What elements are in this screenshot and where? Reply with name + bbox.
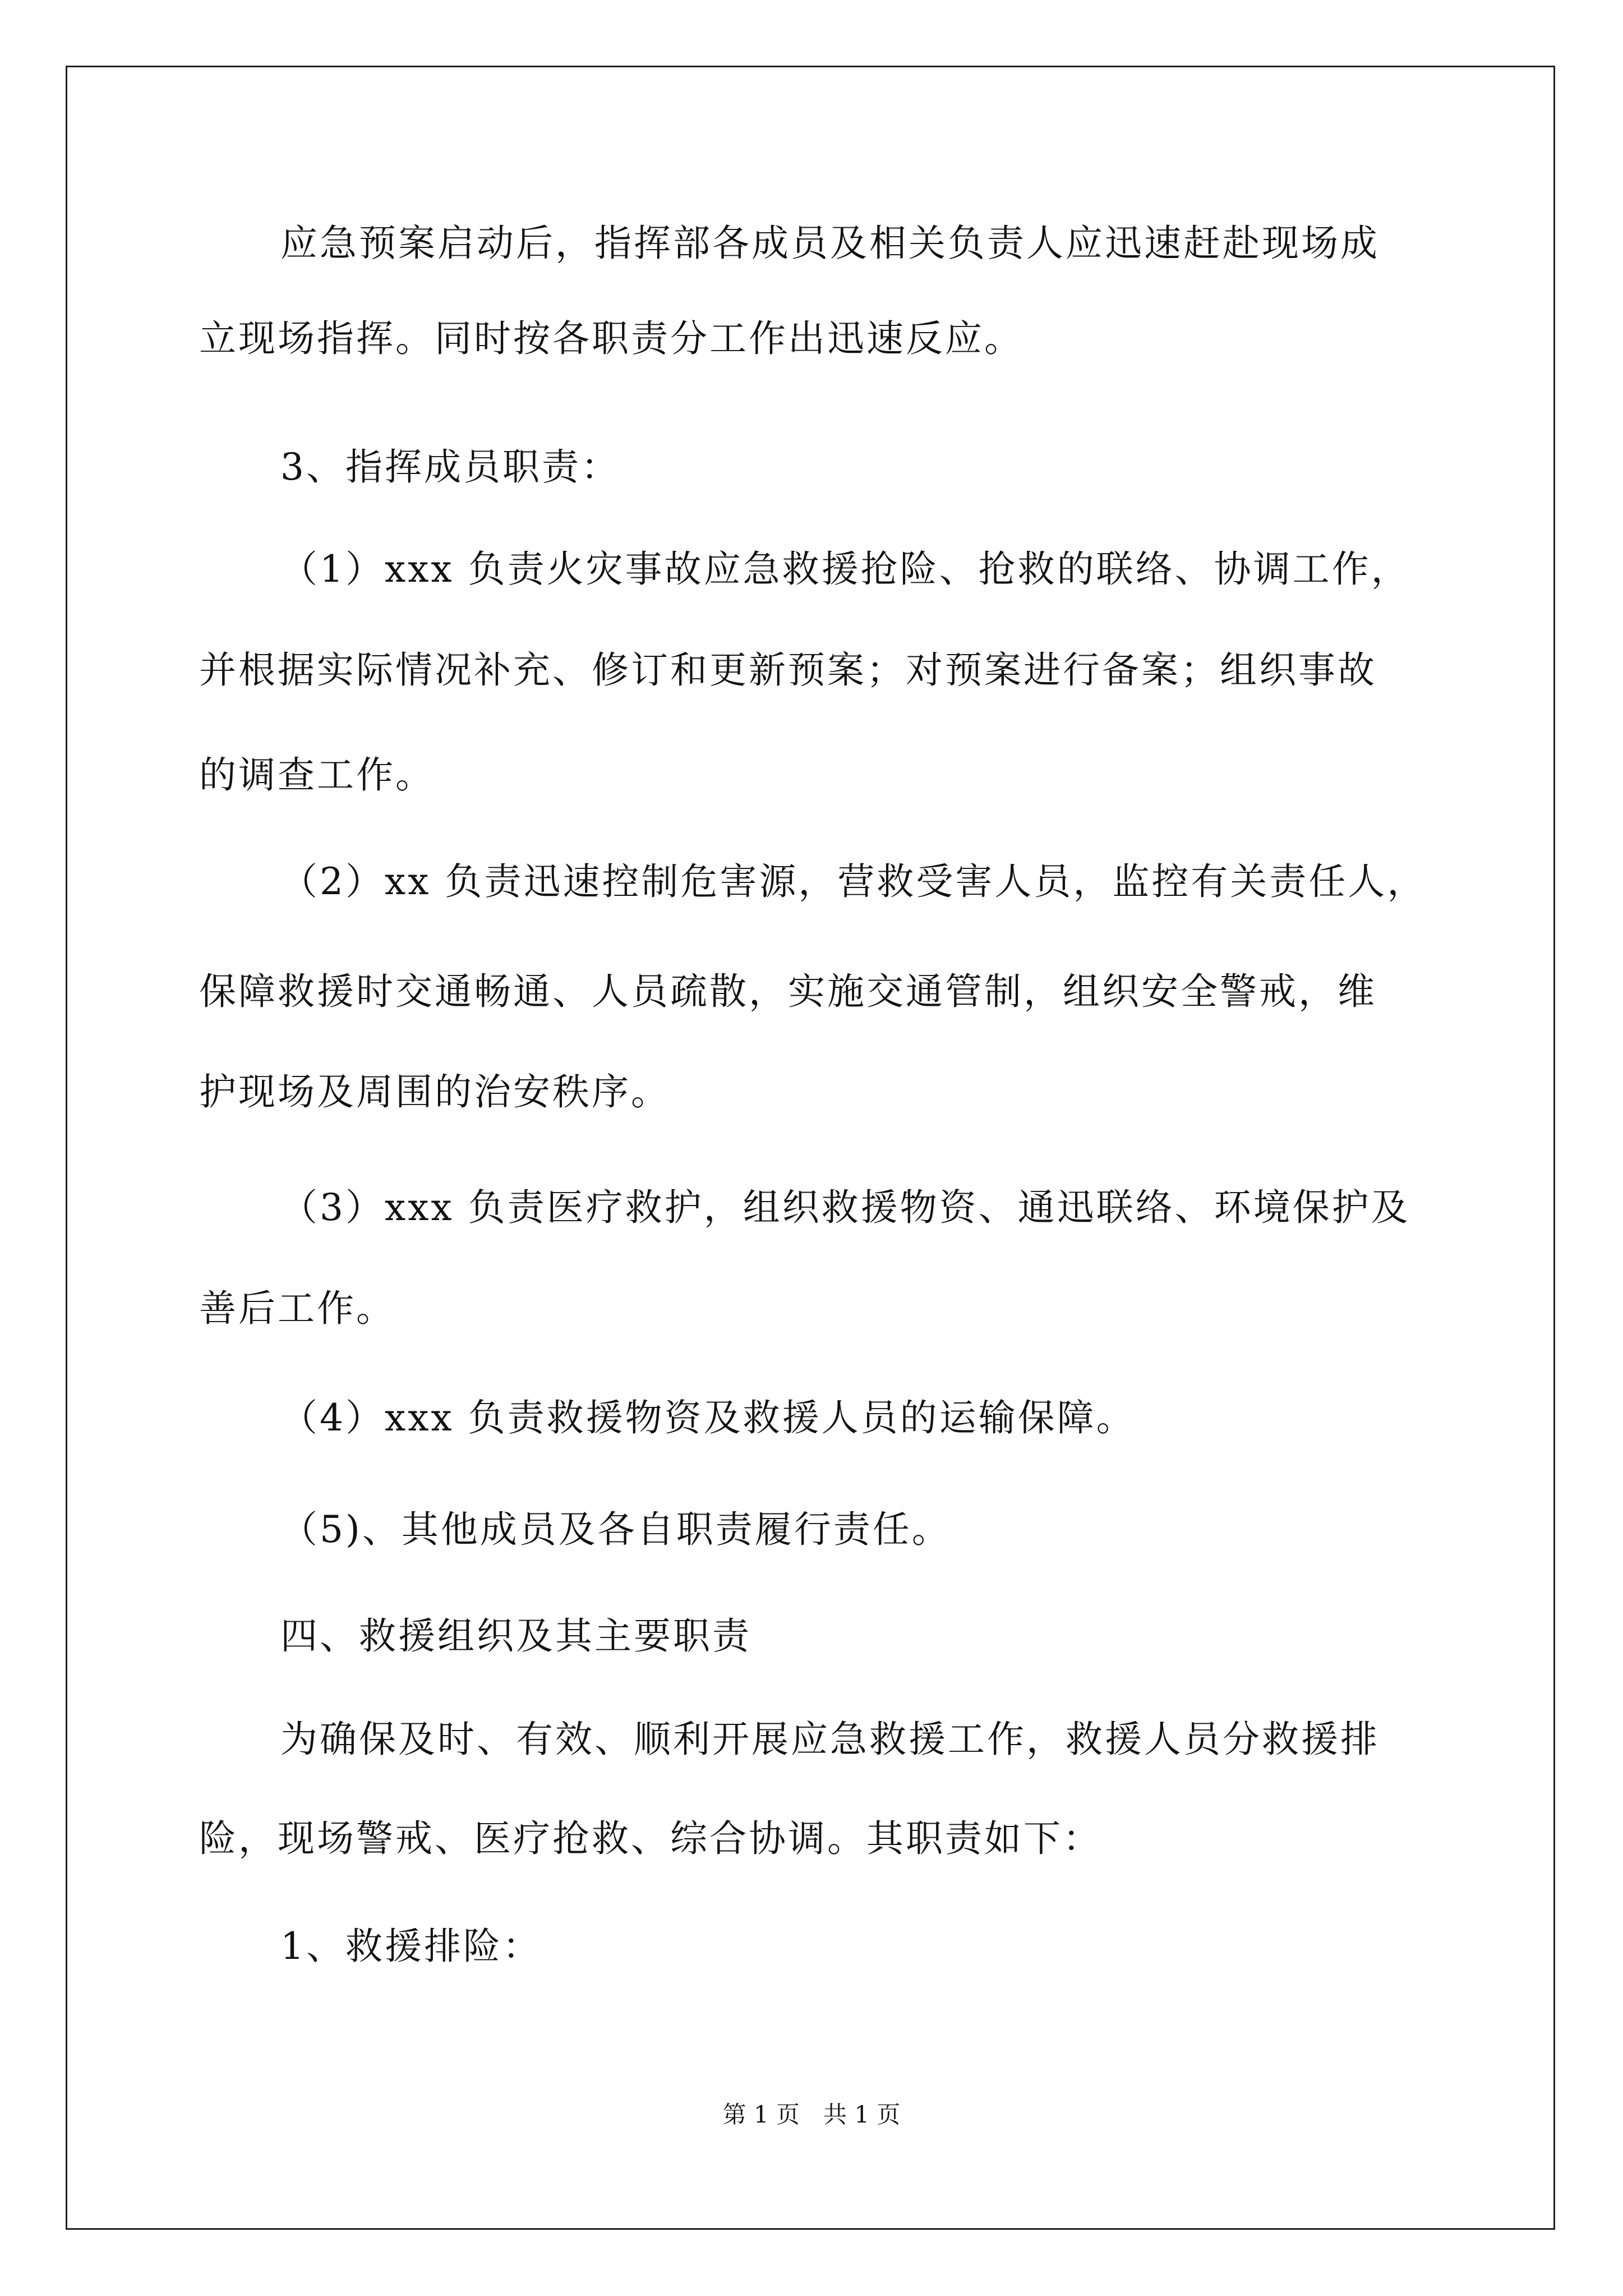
page-number-footer: 第 1 页 共 1 页 [722,2101,901,2128]
paragraph-line: 1、救援排险： [280,1925,542,1968]
paragraph-line: 并根据实际情况补充、修订和更新预案；对预案进行备案；组织事故 [199,648,1377,692]
paragraph-line: （3）xxx 负责医疗救护，组织救援物资、通迅联络、环境保护及 [280,1186,1410,1229]
paragraph-line: （5)、其他成员及各自职责履行责任。 [280,1508,951,1551]
paragraph-line: 应急预案启动后，指挥部各成员及相关负责人应迅速赶赴现场成 [280,222,1380,265]
paragraph-line: （2）xx 负责迅速控制危害源，营救受害人员，监控有关责任人， [280,860,1427,903]
paragraph-line: 善后工作。 [199,1287,395,1330]
paragraph-line: 险，现场警戒、医疗抢救、综合协调。其职责如下： [199,1817,1102,1860]
page-border [66,66,1555,2230]
paragraph-line: 保障救援时交通畅通、人员疏散，实施交通管制，组织安全警戒，维 [199,970,1377,1013]
paragraph-line: 护现场及周围的治安秩序。 [199,1070,670,1114]
section-heading: 四、救援组织及其主要职责 [280,1614,751,1658]
paragraph-line: 立现场指挥。同时按各职责分工作出迅速反应。 [199,317,1023,360]
paragraph-line: 为确保及时、有效、顺利开展应急救援工作，救援人员分救援排 [280,1718,1380,1761]
paragraph-line: （4）xxx 负责救援物资及救援人员的运输保障。 [280,1396,1136,1439]
paragraph-line: （1）xxx 负责火灾事故应急救援抢险、抢救的联络、协调工作， [280,547,1410,591]
paragraph-line: 3、指挥成员职责： [280,445,620,489]
paragraph-line: 的调查工作。 [199,753,435,797]
